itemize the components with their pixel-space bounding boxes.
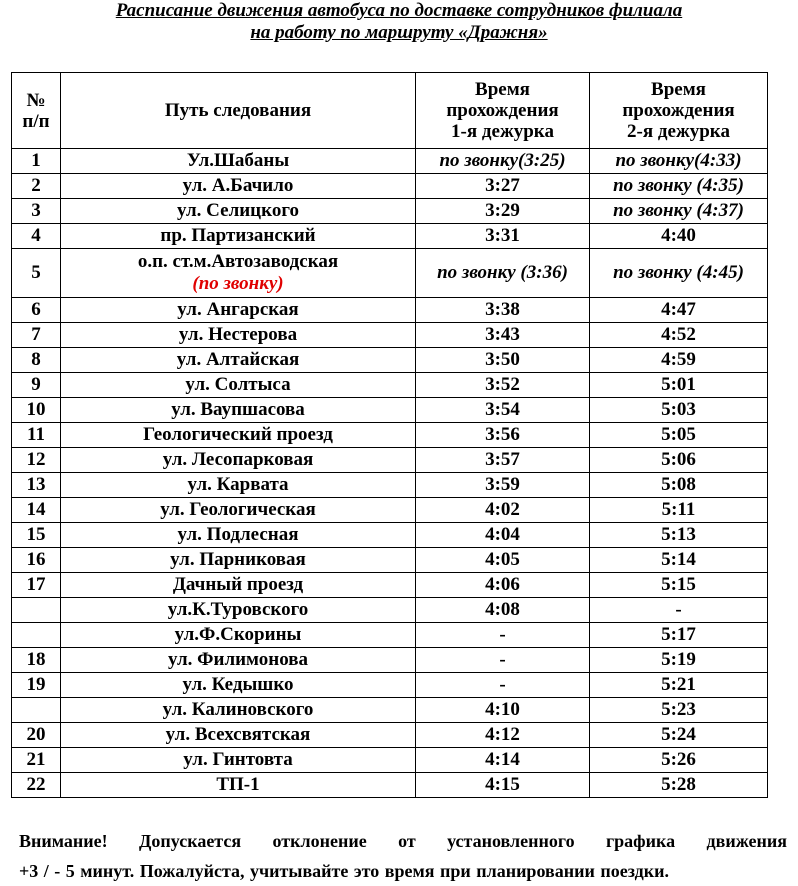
time-shift-2: по звонку(4:33) <box>590 149 768 174</box>
row-number: 9 <box>12 373 61 398</box>
table-row <box>12 673 768 698</box>
time-shift-1: - <box>416 673 590 698</box>
row-number: 6 <box>12 298 61 323</box>
time-shift-2: 5:13 <box>590 523 768 548</box>
table-row <box>12 573 768 598</box>
table-row <box>12 423 768 448</box>
time-shift-1: 3:59 <box>416 473 590 498</box>
row-number: 16 <box>12 548 61 573</box>
row-number: 7 <box>12 323 61 348</box>
row-number: 20 <box>12 723 61 748</box>
stop-name: ул. Карвата <box>61 473 416 498</box>
stop-name: ул.К.Туровского <box>61 598 416 623</box>
stop-name: ул. Алтайская <box>61 348 416 373</box>
time-shift-2: по звонку (4:35) <box>590 174 768 199</box>
row-number: 8 <box>12 348 61 373</box>
stop-name: ул. Кедышко <box>61 673 416 698</box>
stop-name: ул. А.Бачило <box>61 174 416 199</box>
stop-name: ул. Нестерова <box>61 323 416 348</box>
time-shift-2: 5:24 <box>590 723 768 748</box>
header-route: Путь следования <box>61 73 416 149</box>
notice-line-1: Внимание! Допускается отклонение от установленного графика движения <box>19 831 787 851</box>
row-number <box>12 598 61 623</box>
header-shift-1-line-1: Время <box>475 79 530 100</box>
row-number: 4 <box>12 224 61 249</box>
header-shift-1-line-3: 1-я дежурка <box>451 121 554 142</box>
stop-name: пр. Партизанский <box>61 224 416 249</box>
header-shift-1-line-2: прохождения <box>446 100 559 121</box>
time-shift-1: 4:10 <box>416 698 590 723</box>
table-row <box>12 149 768 174</box>
time-shift-1: 3:31 <box>416 224 590 249</box>
time-shift-1: 3:57 <box>416 448 590 473</box>
row-number: 22 <box>12 773 61 798</box>
time-shift-2: по звонку (4:37) <box>590 199 768 224</box>
row-number: 10 <box>12 398 61 423</box>
table-row <box>12 398 768 423</box>
time-shift-2: 5:03 <box>590 398 768 423</box>
time-shift-2: 5:19 <box>590 648 768 673</box>
table-header-row <box>12 73 768 149</box>
row-number: 19 <box>12 673 61 698</box>
time-shift-1: 4:14 <box>416 748 590 773</box>
row-number: 14 <box>12 498 61 523</box>
time-shift-1: 4:02 <box>416 498 590 523</box>
row-number: 2 <box>12 174 61 199</box>
time-shift-2: 4:52 <box>590 323 768 348</box>
header-number-line-1: № <box>26 89 46 111</box>
row-number: 13 <box>12 473 61 498</box>
header-shift-2-line-3: 2-я дежурка <box>627 121 730 142</box>
deviation-notice <box>19 826 787 886</box>
row-number: 18 <box>12 648 61 673</box>
time-shift-2: 5:23 <box>590 698 768 723</box>
time-shift-1: 3:50 <box>416 348 590 373</box>
row-number: 11 <box>12 423 61 448</box>
time-shift-2: 5:05 <box>590 423 768 448</box>
row-number: 5 <box>12 249 61 298</box>
time-shift-2: 4:40 <box>590 224 768 249</box>
stop-name: ул. Геологическая <box>61 498 416 523</box>
title-line-2: на работу по маршруту «Дражня» <box>250 22 548 43</box>
time-shift-1: 3:38 <box>416 298 590 323</box>
table-row <box>12 348 768 373</box>
row-number: 15 <box>12 523 61 548</box>
header-shift-2 <box>590 73 768 149</box>
row-number: 3 <box>12 199 61 224</box>
row-number: 21 <box>12 748 61 773</box>
time-shift-1: 4:05 <box>416 548 590 573</box>
table-row <box>12 473 768 498</box>
time-shift-1: - <box>416 623 590 648</box>
time-shift-1: 3:29 <box>416 199 590 224</box>
row-number: 12 <box>12 448 61 473</box>
table-row <box>12 648 768 673</box>
stop-name: ул. Парниковая <box>61 548 416 573</box>
table-row <box>12 373 768 398</box>
table-row <box>12 199 768 224</box>
header-number-line-2: п/п <box>22 110 50 132</box>
table-row <box>12 773 768 798</box>
time-shift-2: 4:47 <box>590 298 768 323</box>
time-shift-2: 5:17 <box>590 623 768 648</box>
time-shift-2: 5:14 <box>590 548 768 573</box>
time-shift-1: 3:52 <box>416 373 590 398</box>
on-call-note: (по звонку) <box>192 273 284 294</box>
time-shift-2: 5:06 <box>590 448 768 473</box>
time-shift-1: 3:27 <box>416 174 590 199</box>
time-shift-1: 4:15 <box>416 773 590 798</box>
time-shift-1: 4:06 <box>416 573 590 598</box>
time-shift-2: 5:11 <box>590 498 768 523</box>
header-shift-1 <box>416 73 590 149</box>
table-row <box>12 723 768 748</box>
stop-name: ул. Ангарская <box>61 298 416 323</box>
time-shift-1: 4:08 <box>416 598 590 623</box>
time-shift-2: 5:08 <box>590 473 768 498</box>
row-number: 17 <box>12 573 61 598</box>
time-shift-2: 5:15 <box>590 573 768 598</box>
stop-name: ул. Ваупшасова <box>61 398 416 423</box>
table-row <box>12 224 768 249</box>
time-shift-1: 3:54 <box>416 398 590 423</box>
time-shift-1: 3:43 <box>416 323 590 348</box>
time-shift-1: 3:56 <box>416 423 590 448</box>
stop-name: ул. Лесопарковая <box>61 448 416 473</box>
table-row <box>12 323 768 348</box>
table-row <box>12 448 768 473</box>
stop-name-text: о.п. ст.м.Автозаводская <box>137 251 339 272</box>
table-row <box>12 523 768 548</box>
time-shift-1: - <box>416 648 590 673</box>
stop-name: Ул.Шабаны <box>61 149 416 174</box>
table-row <box>12 748 768 773</box>
stop-name <box>61 249 416 298</box>
stop-name: ул. Гинтовта <box>61 748 416 773</box>
table-row <box>12 249 768 298</box>
stop-name: ул. Всехсвятская <box>61 723 416 748</box>
stop-name: ул. Подлесная <box>61 523 416 548</box>
header-shift-2-line-2: прохождения <box>622 100 735 121</box>
table-row <box>12 623 768 648</box>
stop-name: ТП-1 <box>61 773 416 798</box>
stop-name: ул. Солтыса <box>61 373 416 398</box>
document-title <box>0 0 798 44</box>
time-shift-2: 5:28 <box>590 773 768 798</box>
time-shift-1: 4:04 <box>416 523 590 548</box>
row-number <box>12 698 61 723</box>
stop-name: ул. Филимонова <box>61 648 416 673</box>
title-line-1: Расписание движения автобуса по доставке сотрудников филиала <box>115 0 683 21</box>
row-number <box>12 623 61 648</box>
row-number: 1 <box>12 149 61 174</box>
notice-line-2: +3 / - 5 минут. Пожалуйста, учитывайте это время при планировании поездки. <box>19 861 669 881</box>
time-shift-2: по звонку (4:45) <box>590 249 768 298</box>
stop-name: Геологический проезд <box>61 423 416 448</box>
header-shift-2-line-1: Время <box>651 79 706 100</box>
table-row <box>12 298 768 323</box>
stop-name: ул. Калиновского <box>61 698 416 723</box>
time-shift-2: 5:21 <box>590 673 768 698</box>
time-shift-1: по звонку(3:25) <box>416 149 590 174</box>
time-shift-2: 4:59 <box>590 348 768 373</box>
table-row <box>12 498 768 523</box>
table-row <box>12 548 768 573</box>
table-row <box>12 598 768 623</box>
stop-name: Дачный проезд <box>61 573 416 598</box>
time-shift-2: - <box>590 598 768 623</box>
stop-name: ул. Селицкого <box>61 199 416 224</box>
stop-name: ул.Ф.Скорины <box>61 623 416 648</box>
time-shift-2: 5:01 <box>590 373 768 398</box>
time-shift-1: по звонку (3:36) <box>416 249 590 298</box>
time-shift-2: 5:26 <box>590 748 768 773</box>
table-row <box>12 698 768 723</box>
table-row <box>12 174 768 199</box>
schedule-table <box>11 72 768 798</box>
header-number <box>12 73 61 149</box>
time-shift-1: 4:12 <box>416 723 590 748</box>
